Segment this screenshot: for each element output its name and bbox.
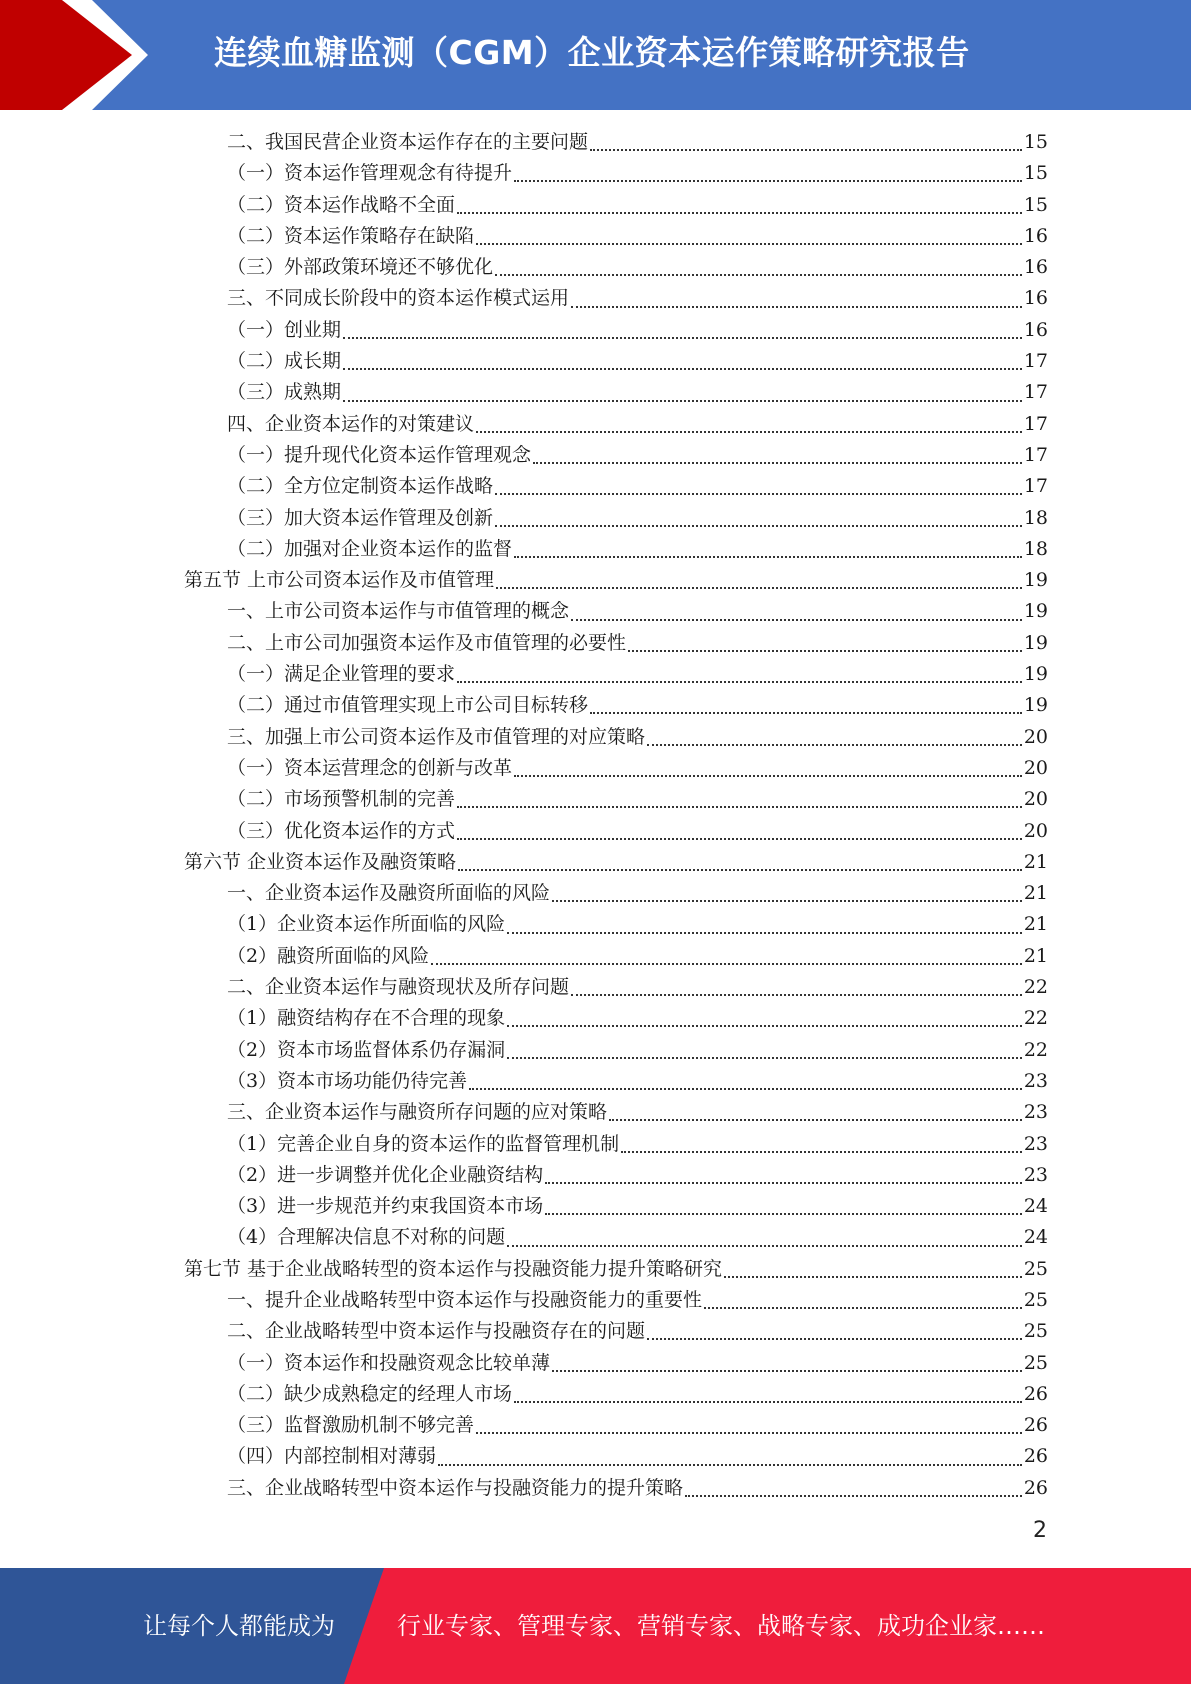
toc-entry[interactable] <box>184 252 1048 283</box>
toc-entry-page: 15 <box>1023 193 1048 216</box>
toc-dot-leader <box>476 430 1022 433</box>
toc-dot-leader <box>496 586 1022 589</box>
toc-entry[interactable] <box>184 1129 1048 1160</box>
toc-entry[interactable] <box>184 346 1048 377</box>
toc-dot-leader <box>469 1087 1022 1090</box>
toc-entry-page: 25 <box>1023 1351 1048 1374</box>
toc-entry-page: 17 <box>1023 381 1048 404</box>
toc-dot-leader <box>343 399 1022 402</box>
toc-entry[interactable] <box>184 1379 1048 1410</box>
toc-entry-page: 17 <box>1023 350 1048 373</box>
toc-entry-page: 15 <box>1023 162 1048 185</box>
toc-entry-page: 21 <box>1023 944 1048 967</box>
toc-entry[interactable] <box>184 221 1048 252</box>
toc-entry-title: 第七节 基于企业战略转型的资本运作与投融资能力提升策略研究 <box>184 1257 723 1280</box>
toc-dot-leader <box>458 868 1022 871</box>
toc-entry-page: 18 <box>1023 506 1048 529</box>
toc-entry[interactable] <box>184 534 1048 565</box>
toc-entry[interactable] <box>184 1003 1048 1034</box>
toc-entry-title: （2）融资所面临的风险 <box>227 944 430 967</box>
toc-entry[interactable] <box>184 1410 1048 1441</box>
toc-entry-title: （一）满足企业管理的要求 <box>227 663 456 686</box>
toc-entry-title: 三、不同成长阶段中的资本运作模式运用 <box>227 287 570 310</box>
toc-entry[interactable] <box>184 972 1048 1003</box>
toc-dot-leader <box>438 1463 1022 1466</box>
toc-entry-page: 23 <box>1023 1069 1048 1092</box>
toc-entry[interactable] <box>184 628 1048 659</box>
toc-entry-title: （三）优化资本运作的方式 <box>227 819 456 842</box>
toc-dot-leader <box>457 680 1022 683</box>
toc-entry-page: 26 <box>1023 1414 1048 1437</box>
toc-entry-title: 一、上市公司资本运作与市值管理的概念 <box>227 600 570 623</box>
report-title: 连续血糖监测（CGM）企业资本运作策略研究报告 <box>214 33 970 72</box>
toc-entry-title: （二）资本运作战略不全面 <box>227 193 456 216</box>
toc-entry[interactable] <box>184 1254 1048 1285</box>
toc-entry[interactable] <box>184 1191 1048 1222</box>
toc-dot-leader <box>514 1400 1022 1403</box>
toc-entry-page: 22 <box>1023 976 1048 999</box>
toc-entry-title: （1）完善企业自身的资本运作的监督管理机制 <box>227 1132 620 1155</box>
toc-dot-leader <box>628 649 1022 652</box>
toc-entry-page: 26 <box>1023 1476 1048 1499</box>
toc-entry-title: （三）成熟期 <box>227 381 342 404</box>
toc-entry-title: 三、加强上市公司资本运作及市值管理的对应策略 <box>227 725 646 748</box>
toc-entry[interactable] <box>184 409 1048 440</box>
toc-dot-leader <box>431 962 1022 965</box>
toc-entry-page: 22 <box>1023 1007 1048 1030</box>
toc-entry[interactable] <box>184 1160 1048 1191</box>
toc-entry-title: （二）市场预警机制的完善 <box>227 788 456 811</box>
toc-dot-leader <box>457 805 1022 808</box>
toc-entry-title: （二）资本运作策略存在缺陷 <box>227 224 475 247</box>
toc-entry[interactable] <box>184 283 1048 314</box>
toc-dot-leader <box>609 1118 1022 1121</box>
toc-dot-leader <box>545 1181 1022 1184</box>
toc-entry[interactable] <box>184 816 1048 847</box>
toc-entry[interactable] <box>184 471 1048 502</box>
page-footer <box>0 1568 1191 1684</box>
toc-entry-page: 19 <box>1023 631 1048 654</box>
toc-entry[interactable] <box>184 1066 1048 1097</box>
toc-entry[interactable] <box>184 127 1048 158</box>
toc-dot-leader <box>514 179 1022 182</box>
toc-entry[interactable] <box>184 659 1048 690</box>
toc-dot-leader <box>495 273 1022 276</box>
toc-entry-title: 第五节 上市公司资本运作及市值管理 <box>184 569 495 592</box>
toc-dot-leader <box>724 1275 1022 1278</box>
toc-entry-title: （二）缺少成熟稳定的经理人市场 <box>227 1382 513 1405</box>
toc-entry-page: 21 <box>1023 850 1048 873</box>
footer-slogan-right: 行业专家、管理专家、营销专家、战略专家、成功企业家…… <box>397 1612 1045 1640</box>
toc-entry[interactable] <box>184 565 1048 596</box>
toc-dot-leader <box>545 1212 1022 1215</box>
toc-dot-leader <box>507 931 1022 934</box>
toc-entry[interactable] <box>184 596 1048 627</box>
toc-entry-page: 24 <box>1023 1226 1048 1249</box>
toc-entry-title: （2）资本市场监督体系仍存漏洞 <box>227 1038 506 1061</box>
toc-entry-page: 22 <box>1023 1038 1048 1061</box>
page-number: 2 <box>1033 1518 1047 1543</box>
toc-entry-title: （二）通过市值管理实现上市公司目标转移 <box>227 694 589 717</box>
toc-dot-leader <box>552 899 1022 902</box>
toc-entry-title: （3）资本市场功能仍待完善 <box>227 1069 468 1092</box>
toc-entry[interactable] <box>184 1285 1048 1316</box>
toc-entry-page: 16 <box>1023 287 1048 310</box>
toc-entry-title: （一）资本运作和投融资观念比较单薄 <box>227 1351 551 1374</box>
toc-entry[interactable] <box>184 753 1048 784</box>
toc-entry-title: 第六节 企业资本运作及融资策略 <box>184 850 457 873</box>
toc-entry-page: 20 <box>1023 725 1048 748</box>
toc-dot-leader <box>704 1306 1022 1309</box>
toc-entry-page: 15 <box>1023 131 1048 153</box>
toc-dot-leader <box>495 524 1022 527</box>
toc-entry-title: （三）外部政策环境还不够优化 <box>227 256 494 279</box>
toc-entry-page: 25 <box>1023 1320 1048 1343</box>
toc-entry[interactable] <box>184 158 1048 189</box>
toc-entry-page: 19 <box>1023 569 1048 592</box>
toc-entry-title: （2）进一步调整并优化企业融资结构 <box>227 1163 544 1186</box>
toc-dot-leader <box>571 993 1022 996</box>
toc-dot-leader <box>647 743 1022 746</box>
footer-slogan-left: 让每个人都能成为 <box>143 1612 335 1640</box>
toc-dot-leader <box>507 1056 1022 1059</box>
toc-entry[interactable] <box>184 1441 1048 1472</box>
toc-entry[interactable] <box>184 722 1048 753</box>
toc-entry-title: 二、企业战略转型中资本运作与投融资存在的问题 <box>227 1320 646 1343</box>
toc-entry-page: 19 <box>1023 600 1048 623</box>
toc-dot-leader <box>533 461 1022 464</box>
toc-entry-page: 21 <box>1023 913 1048 936</box>
toc-entry-title: 一、企业资本运作及融资所面临的风险 <box>227 882 551 905</box>
toc-entry[interactable] <box>184 1035 1048 1066</box>
table-of-contents <box>184 127 1048 1504</box>
toc-entry-page: 24 <box>1023 1195 1048 1218</box>
toc-dot-leader <box>476 242 1022 245</box>
toc-entry-page: 25 <box>1023 1257 1048 1280</box>
toc-entry-page: 20 <box>1023 819 1048 842</box>
toc-entry[interactable] <box>184 1097 1048 1128</box>
toc-dot-leader <box>457 211 1022 214</box>
toc-dot-leader <box>476 1431 1022 1434</box>
toc-entry-page: 23 <box>1023 1132 1048 1155</box>
toc-dot-leader <box>507 1024 1022 1027</box>
toc-dot-leader <box>514 555 1022 558</box>
toc-dot-leader <box>621 1150 1022 1153</box>
toc-entry-title: 二、我国民营企业资本运作存在的主要问题 <box>227 131 589 153</box>
toc-entry-page: 17 <box>1023 443 1048 466</box>
toc-entry-title: 四、企业资本运作的对策建议 <box>227 412 475 435</box>
toc-entry-page: 18 <box>1023 537 1048 560</box>
toc-entry-title: 二、上市公司加强资本运作及市值管理的必要性 <box>227 631 627 654</box>
toc-entry-title: （一）资本运作管理观念有待提升 <box>227 162 513 185</box>
toc-entry-title: 三、企业资本运作与融资所存问题的应对策略 <box>227 1101 608 1124</box>
toc-entry-page: 19 <box>1023 663 1048 686</box>
toc-entry-page: 16 <box>1023 224 1048 247</box>
toc-entry-title: （一）提升现代化资本运作管理观念 <box>227 443 532 466</box>
toc-entry[interactable] <box>184 315 1048 346</box>
toc-entry[interactable] <box>184 878 1048 909</box>
toc-dot-leader <box>457 837 1022 840</box>
toc-entry-page: 26 <box>1023 1382 1048 1405</box>
toc-entry[interactable] <box>184 784 1048 815</box>
page-header <box>0 0 1191 110</box>
toc-entry-page: 17 <box>1023 412 1048 435</box>
toc-entry-page: 23 <box>1023 1101 1048 1124</box>
toc-dot-leader <box>590 711 1022 714</box>
toc-dot-leader <box>647 1337 1022 1340</box>
toc-entry-page: 19 <box>1023 694 1048 717</box>
toc-entry-title: （二）加强对企业资本运作的监督 <box>227 537 513 560</box>
toc-entry-page: 25 <box>1023 1288 1048 1311</box>
toc-entry-title: （三）监督激励机制不够完善 <box>227 1414 475 1437</box>
toc-dot-leader <box>571 618 1022 621</box>
toc-entry[interactable] <box>184 1316 1048 1347</box>
toc-entry-page: 23 <box>1023 1163 1048 1186</box>
toc-entry-page: 16 <box>1023 256 1048 279</box>
toc-dot-leader <box>685 1494 1022 1497</box>
toc-entry-title: （二）成长期 <box>227 350 342 373</box>
toc-entry-title: （1）融资结构存在不合理的现象 <box>227 1007 506 1030</box>
toc-dot-leader <box>507 1244 1022 1247</box>
toc-dot-leader <box>495 492 1022 495</box>
toc-dot-leader <box>343 367 1022 370</box>
toc-dot-leader <box>590 148 1022 151</box>
toc-entry[interactable] <box>184 440 1048 471</box>
toc-entry-page: 20 <box>1023 788 1048 811</box>
toc-dot-leader <box>514 774 1022 777</box>
toc-entry-title: 二、企业资本运作与融资现状及所存问题 <box>227 976 570 999</box>
toc-entry-title: （三）加大资本运作管理及创新 <box>227 506 494 529</box>
toc-entry[interactable] <box>184 503 1048 534</box>
toc-entry[interactable] <box>184 1348 1048 1379</box>
toc-entry-title: （二）全方位定制资本运作战略 <box>227 475 494 498</box>
toc-entry[interactable] <box>184 377 1048 408</box>
toc-entry-title: （一）资本运营理念的创新与改革 <box>227 756 513 779</box>
toc-entry-title: 一、提升企业战略转型中资本运作与投融资能力的重要性 <box>227 1288 703 1311</box>
toc-entry[interactable] <box>184 847 1048 878</box>
toc-entry-page: 21 <box>1023 882 1048 905</box>
toc-entry-page: 26 <box>1023 1445 1048 1468</box>
toc-entry-title: （1）企业资本运作所面临的风险 <box>227 913 506 936</box>
toc-entry-page: 17 <box>1023 475 1048 498</box>
toc-entry[interactable] <box>184 909 1048 940</box>
toc-entry-page: 20 <box>1023 756 1048 779</box>
toc-dot-leader <box>343 336 1022 339</box>
toc-entry-title: （3）进一步规范并约束我国资本市场 <box>227 1195 544 1218</box>
toc-entry-title: （4）合理解决信息不对称的问题 <box>227 1226 506 1249</box>
toc-dot-leader <box>571 305 1022 308</box>
toc-entry-page: 16 <box>1023 318 1048 341</box>
toc-entry-title: （四）内部控制相对薄弱 <box>227 1445 437 1468</box>
toc-entry-title: 三、企业战略转型中资本运作与投融资能力的提升策略 <box>227 1476 684 1499</box>
toc-entry[interactable] <box>184 1473 1048 1504</box>
toc-entry-title: （一）创业期 <box>227 318 342 341</box>
toc-entry[interactable] <box>184 190 1048 221</box>
toc-entry[interactable] <box>184 690 1048 721</box>
toc-entry[interactable] <box>184 941 1048 972</box>
toc-dot-leader <box>552 1369 1022 1372</box>
toc-entry[interactable] <box>184 1222 1048 1253</box>
